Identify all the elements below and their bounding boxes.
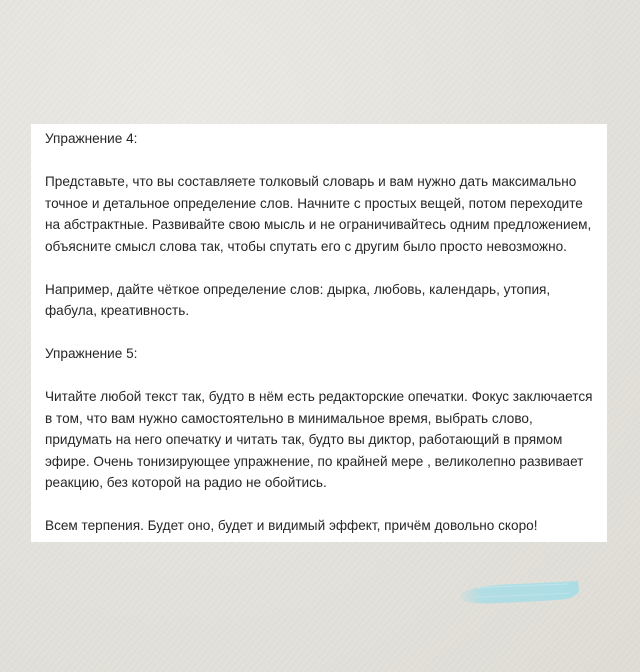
closing-line: Всем терпения. Будет оно, будет и видимый эффект, причём довольно скоро!: [45, 518, 538, 533]
exercise-5-heading: Упражнение 5:: [45, 346, 138, 361]
exercise-5-paragraph: Читайте любой текст так, будто в нём есть редакторские опечатки. Фокус заключается в том, что вам нужно самостоятельно в минимальное время, выбрать слово, придумать на него опечатку и читать так, будто вы диктор, работающий в прямом эфире. Очень тонизирующее упражнение, по крайней мере , великолепно развивает реакцию, без которой на радио не обойтись.: [45, 389, 593, 490]
spacer: [45, 494, 593, 516]
exercise-4-heading: Упражнение 4:: [45, 131, 138, 146]
exercise-4-paragraph: Представьте, что вы составляете толковый словарь и вам нужно дать максимально точное и детальное определение слов. Начните с простых вещей, потом переходите на абстрактные. Развивайте свою мысль и не ограничивайтесь одним предложением, объясните смысл слова так, чтобы спутать его с другим было просто невозможно.: [45, 174, 592, 254]
brush-stroke-decoration: [458, 580, 580, 606]
spacer: [45, 322, 593, 344]
spacer: [45, 365, 593, 387]
note-card: [31, 124, 607, 542]
spacer: [45, 257, 593, 279]
exercise-4-example: Например, дайте чёткое определение слов: дырка, любовь, календарь, утопия, фабула, креативность.: [45, 281, 551, 318]
spacer: [45, 150, 593, 172]
